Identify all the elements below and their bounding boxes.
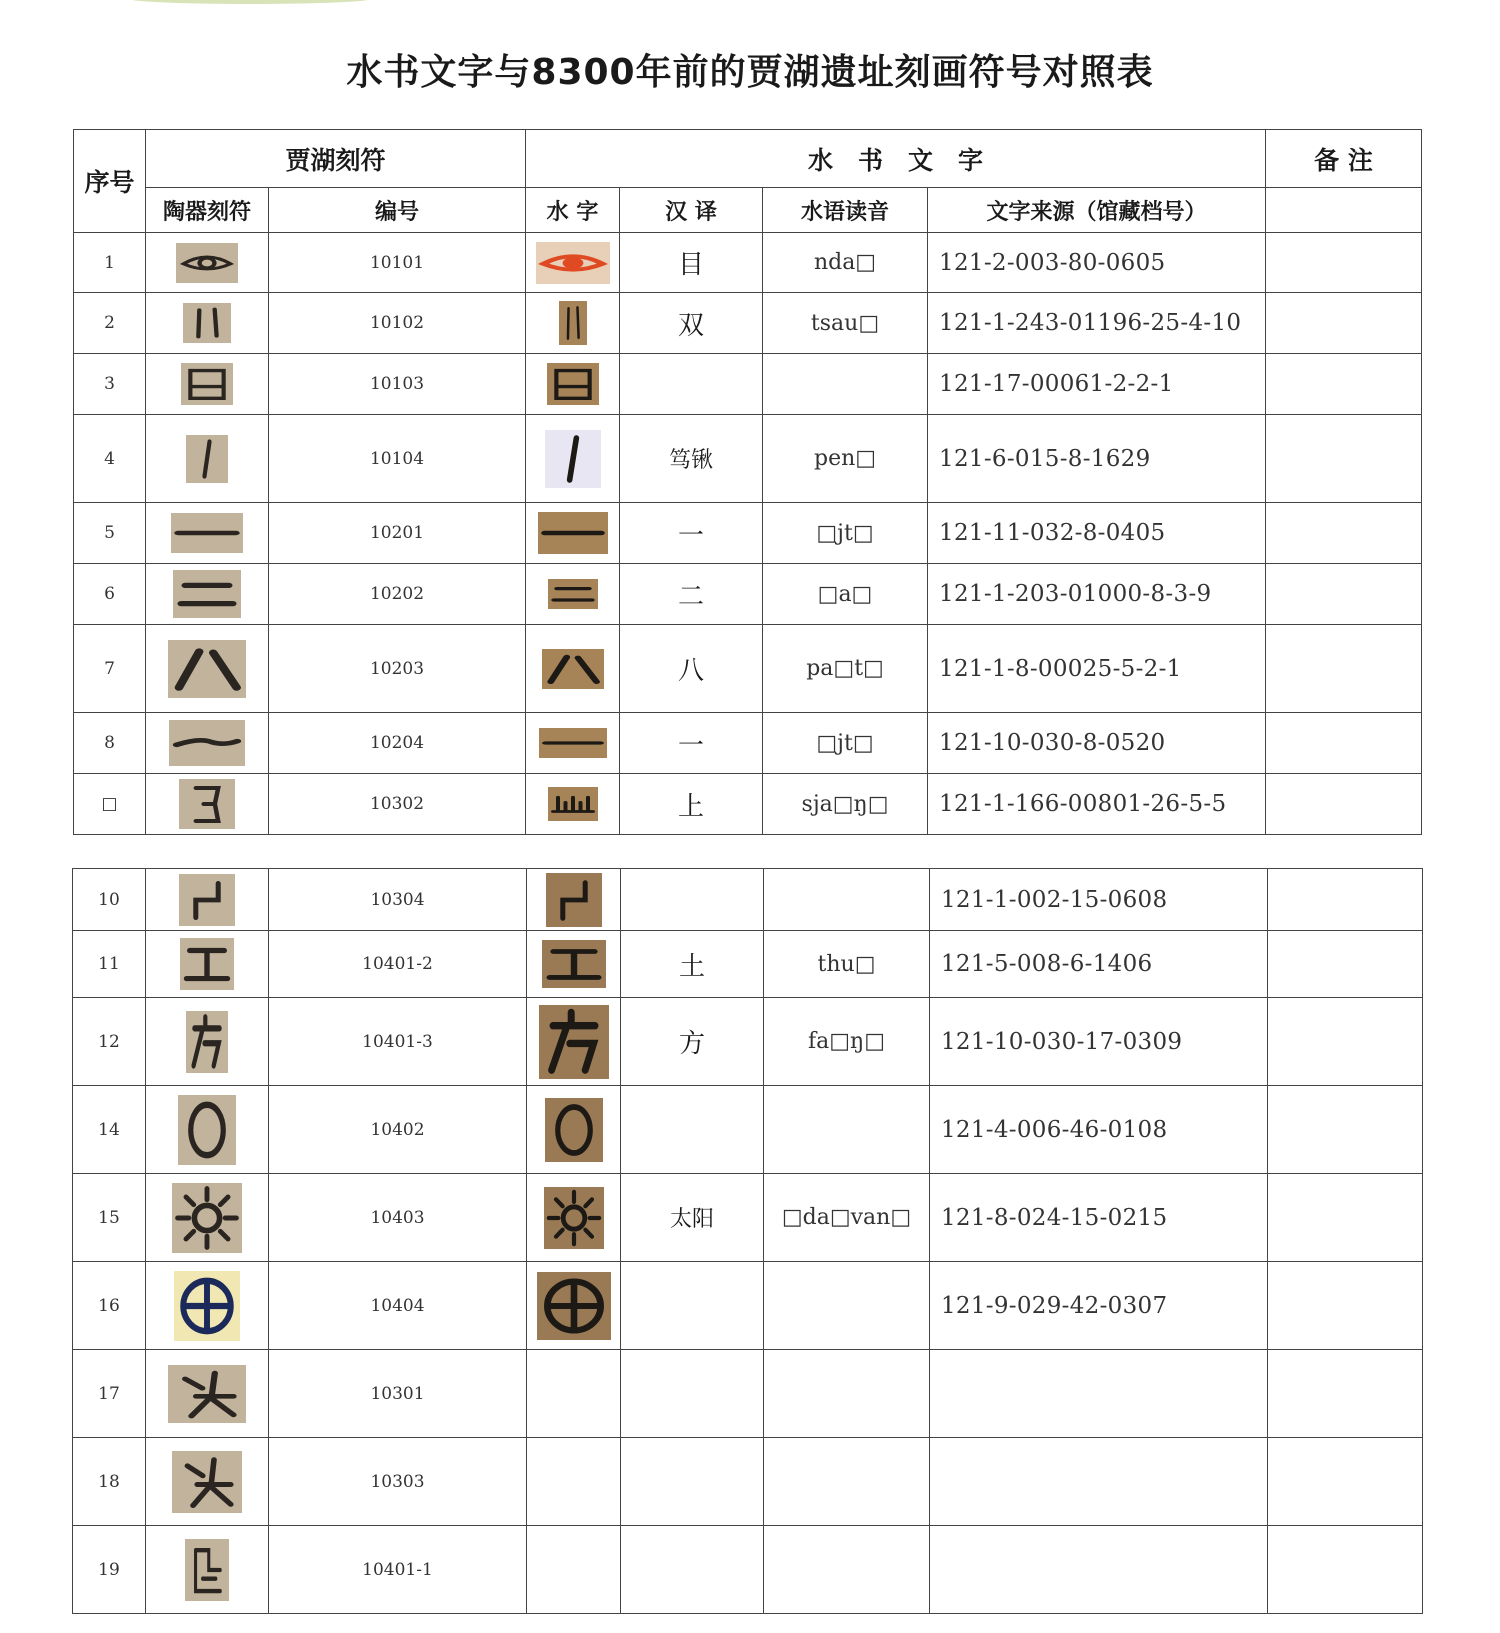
row-source: 121-2-003-80-0605: [928, 233, 1266, 293]
row-source: 121-1-203-01000-8-3-9: [928, 564, 1266, 625]
eye-glyph-icon: [176, 243, 238, 283]
sun-glyph-icon: [544, 1187, 604, 1249]
two-glyph-icon: [548, 579, 598, 609]
row-remark: [1268, 998, 1423, 1086]
header-shuishu: 水 书 文 字: [526, 130, 1266, 188]
table-row: [73, 998, 1423, 1086]
figure-glyph-icon: [168, 1365, 246, 1423]
hook-glyph-icon: [179, 779, 235, 829]
row-reading: [764, 1086, 930, 1174]
pottery-glyph-cell: [146, 1262, 269, 1350]
pottery-glyph-cell: [146, 564, 269, 625]
row-source: 121-1-002-15-0608: [930, 869, 1268, 931]
pottery-glyph-cell: [146, 1526, 269, 1614]
shui-glyph-cell: [526, 354, 620, 415]
row-reading: sja□ŋ□: [763, 774, 928, 835]
row-reading: □jt□: [763, 503, 928, 564]
row-remark: [1268, 931, 1423, 998]
table-row: [73, 1350, 1423, 1438]
row-source: 121-10-030-8-0520: [928, 713, 1266, 774]
row-remark: [1266, 774, 1422, 835]
row-seq: 4: [74, 415, 146, 503]
row-seq: 16: [73, 1262, 146, 1350]
bent-glyph-icon: [179, 874, 235, 926]
row-han: 目: [620, 233, 763, 293]
pottery-glyph-cell: [146, 774, 269, 835]
gong-glyph-icon: [180, 938, 234, 990]
row-source: [930, 1438, 1268, 1526]
gong-glyph-icon: [542, 940, 606, 988]
double-stroke-glyph-icon: [183, 303, 231, 343]
shui-glyph-cell: [527, 1174, 621, 1262]
shui-glyph-cell: [527, 998, 621, 1086]
pottery-glyph-cell: [146, 415, 269, 503]
row-seq: 10: [73, 869, 146, 931]
row-reading: [764, 869, 930, 931]
row-reading: fa□ŋ□: [764, 998, 930, 1086]
row-han: [621, 1438, 764, 1526]
row-code: 10304: [269, 869, 527, 931]
table-row: [74, 564, 1422, 625]
row-code: 10403: [269, 1174, 527, 1262]
row-seq: 12: [73, 998, 146, 1086]
row-code: 10202: [269, 564, 526, 625]
one-glyph-icon: [539, 728, 607, 758]
table-row: [73, 1262, 1423, 1350]
table-row: [74, 503, 1422, 564]
row-seq: 1: [74, 233, 146, 293]
row-source: 121-4-006-46-0108: [930, 1086, 1268, 1174]
shui-glyph-cell: [526, 293, 620, 354]
table-row: [74, 293, 1422, 354]
row-reading: [764, 1350, 930, 1438]
row-remark: [1268, 1174, 1423, 1262]
header-remark-blank: [1266, 188, 1422, 233]
table-row: [73, 931, 1423, 998]
row-reading: [764, 1438, 930, 1526]
grid-glyph-icon: [185, 1539, 229, 1601]
eight-glyph-icon: [168, 640, 246, 698]
row-han: 一: [620, 713, 763, 774]
fang-glyph-icon: [539, 1005, 609, 1079]
row-seq: 11: [73, 931, 146, 998]
fang-glyph-icon: [186, 1011, 228, 1073]
row-remark: [1268, 1526, 1423, 1614]
shui-glyph-cell: [526, 415, 620, 503]
pottery-glyph-cell: [146, 1438, 269, 1526]
oval-glyph-icon: [178, 1095, 236, 1165]
row-han: [621, 869, 764, 931]
row-source: 121-5-008-6-1406: [930, 931, 1268, 998]
header-decoration: [130, 0, 370, 4]
pottery-glyph-cell: [146, 625, 269, 713]
row-han: 八: [620, 625, 763, 713]
row-seq: 5: [74, 503, 146, 564]
row-han: 二: [620, 564, 763, 625]
table-row: [74, 415, 1422, 503]
shui-glyph-cell: [527, 1526, 621, 1614]
one-glyph-icon: [171, 513, 243, 553]
cross-circle-glyph-icon: [537, 1272, 611, 1340]
cross-circle-glyph-icon: [174, 1271, 240, 1341]
row-source: 121-9-029-42-0307: [930, 1262, 1268, 1350]
comparison-table-upper: [73, 129, 1422, 835]
row-remark: [1268, 1350, 1423, 1438]
row-source: [930, 1350, 1268, 1438]
row-code: 10402: [269, 1086, 527, 1174]
row-code: 10203: [269, 625, 526, 713]
header-reading: 水语读音: [763, 188, 928, 233]
row-remark: [1266, 503, 1422, 564]
row-code: 10104: [269, 415, 526, 503]
single-stroke-glyph-icon: [186, 435, 228, 483]
comparison-table-lower: [72, 868, 1423, 1614]
row-han: [621, 1526, 764, 1614]
row-code: 10401-1: [269, 1526, 527, 1614]
shui-glyph-cell: [527, 1086, 621, 1174]
row-code: 10302: [269, 774, 526, 835]
row-seq: 7: [74, 625, 146, 713]
row-remark: [1266, 233, 1422, 293]
wave-one-glyph-icon: [169, 720, 245, 766]
row-reading: □da□van□: [764, 1174, 930, 1262]
row-source: 121-11-032-8-0405: [928, 503, 1266, 564]
figure-glyph-icon: [172, 1451, 242, 1513]
bent-glyph-icon: [546, 873, 602, 927]
row-remark: [1268, 1086, 1423, 1174]
table-row: [73, 1174, 1423, 1262]
shui-glyph-cell: [526, 503, 620, 564]
table-row: [74, 774, 1422, 835]
row-source: 121-6-015-8-1629: [928, 415, 1266, 503]
row-reading: tsau□: [763, 293, 928, 354]
row-remark: [1266, 564, 1422, 625]
row-han: 土: [621, 931, 764, 998]
row-reading: [763, 354, 928, 415]
shui-glyph-cell: [526, 233, 620, 293]
row-seq: 15: [73, 1174, 146, 1262]
row-han: 笃锹: [620, 415, 763, 503]
shui-glyph-cell: [527, 1262, 621, 1350]
row-seq: □: [74, 774, 146, 835]
row-han: 双: [620, 293, 763, 354]
row-remark: [1268, 869, 1423, 931]
row-reading: [764, 1526, 930, 1614]
shui-glyph-cell: [526, 625, 620, 713]
table-row: [74, 713, 1422, 774]
row-code: 10103: [269, 354, 526, 415]
row-reading: pen□: [763, 415, 928, 503]
row-han: [621, 1262, 764, 1350]
row-seq: 14: [73, 1086, 146, 1174]
row-han: 方: [621, 998, 764, 1086]
pottery-glyph-cell: [146, 354, 269, 415]
row-seq: 19: [73, 1526, 146, 1614]
row-code: 10401-2: [269, 931, 527, 998]
row-code: 10201: [269, 503, 526, 564]
pottery-glyph-cell: [146, 869, 269, 931]
comb-glyph-icon: [548, 787, 598, 821]
row-reading: □a□: [763, 564, 928, 625]
shui-glyph-cell: [526, 774, 620, 835]
row-seq: 3: [74, 354, 146, 415]
shui-glyph-cell: [527, 1438, 621, 1526]
shui-glyph-cell: [526, 564, 620, 625]
row-seq: 2: [74, 293, 146, 354]
pottery-glyph-cell: [146, 233, 269, 293]
eye-glyph-red-icon: [536, 242, 610, 284]
table-row: [74, 625, 1422, 713]
row-code: 10401-3: [269, 998, 527, 1086]
double-stroke-glyph-icon: [559, 301, 587, 345]
row-code: 10204: [269, 713, 526, 774]
row-source: 121-1-166-00801-26-5-5: [928, 774, 1266, 835]
row-source: 121-8-024-15-0215: [930, 1174, 1268, 1262]
pottery-glyph-cell: [146, 931, 269, 998]
pottery-glyph-cell: [146, 293, 269, 354]
row-han: 太阳: [621, 1174, 764, 1262]
pottery-glyph-cell: [146, 503, 269, 564]
shui-glyph-cell: [526, 713, 620, 774]
row-source: [930, 1526, 1268, 1614]
box-glyph-icon: [181, 363, 233, 405]
eight-glyph-icon: [542, 649, 604, 689]
row-han: [621, 1350, 764, 1438]
row-code: 10301: [269, 1350, 527, 1438]
row-source: 121-10-030-17-0309: [930, 998, 1268, 1086]
row-code: 10102: [269, 293, 526, 354]
row-reading: □jt□: [763, 713, 928, 774]
header-seq: 序号: [74, 130, 146, 233]
row-remark: [1266, 625, 1422, 713]
row-reading: pa□t□: [763, 625, 928, 713]
row-han: 一: [620, 503, 763, 564]
pottery-glyph-cell: [146, 713, 269, 774]
row-source: 121-1-8-00025-5-2-1: [928, 625, 1266, 713]
row-source: 121-1-243-01196-25-4-10: [928, 293, 1266, 354]
table-row: [74, 354, 1422, 415]
row-seq: 6: [74, 564, 146, 625]
row-han: [621, 1086, 764, 1174]
shui-glyph-cell: [527, 1350, 621, 1438]
row-reading: thu□: [764, 931, 930, 998]
table-row: [73, 1086, 1423, 1174]
header-pottery: 陶器刻符: [146, 188, 269, 233]
header-remark: 备 注: [1266, 130, 1422, 188]
table-row: [73, 1438, 1423, 1526]
sun-glyph-icon: [172, 1183, 242, 1253]
pottery-glyph-cell: [146, 1174, 269, 1262]
header-jiahu: 贾湖刻符: [146, 130, 526, 188]
header-source: 文字来源（馆藏档号）: [928, 188, 1266, 233]
row-reading: nda□: [763, 233, 928, 293]
single-stroke-glyph-icon: [545, 430, 601, 488]
row-remark: [1266, 415, 1422, 503]
row-han: 上: [620, 774, 763, 835]
table-row: [73, 1526, 1423, 1614]
row-remark: [1266, 293, 1422, 354]
header-han: 汉 译: [620, 188, 763, 233]
pottery-glyph-cell: [146, 1086, 269, 1174]
pottery-glyph-cell: [146, 998, 269, 1086]
row-code: 10101: [269, 233, 526, 293]
shui-glyph-cell: [527, 869, 621, 931]
table-row: [74, 233, 1422, 293]
two-glyph-icon: [173, 570, 241, 618]
table-row: [73, 869, 1423, 931]
row-code: 10404: [269, 1262, 527, 1350]
oval-glyph-icon: [545, 1098, 603, 1162]
header-code: 编号: [269, 188, 526, 233]
page-title: 水书文字与8300年前的贾湖遗址刻画符号对照表: [346, 52, 1154, 93]
row-seq: 17: [73, 1350, 146, 1438]
shui-glyph-cell: [527, 931, 621, 998]
box-glyph-icon: [547, 363, 599, 405]
row-remark: [1268, 1262, 1423, 1350]
row-remark: [1266, 713, 1422, 774]
header-shui-char: 水 字: [526, 188, 620, 233]
one-glyph-icon: [538, 512, 608, 554]
row-code: 10303: [269, 1438, 527, 1526]
row-remark: [1268, 1438, 1423, 1526]
row-seq: 8: [74, 713, 146, 774]
row-remark: [1266, 354, 1422, 415]
pottery-glyph-cell: [146, 1350, 269, 1438]
row-source: 121-17-00061-2-2-1: [928, 354, 1266, 415]
row-reading: [764, 1262, 930, 1350]
row-seq: 18: [73, 1438, 146, 1526]
row-han: [620, 354, 763, 415]
